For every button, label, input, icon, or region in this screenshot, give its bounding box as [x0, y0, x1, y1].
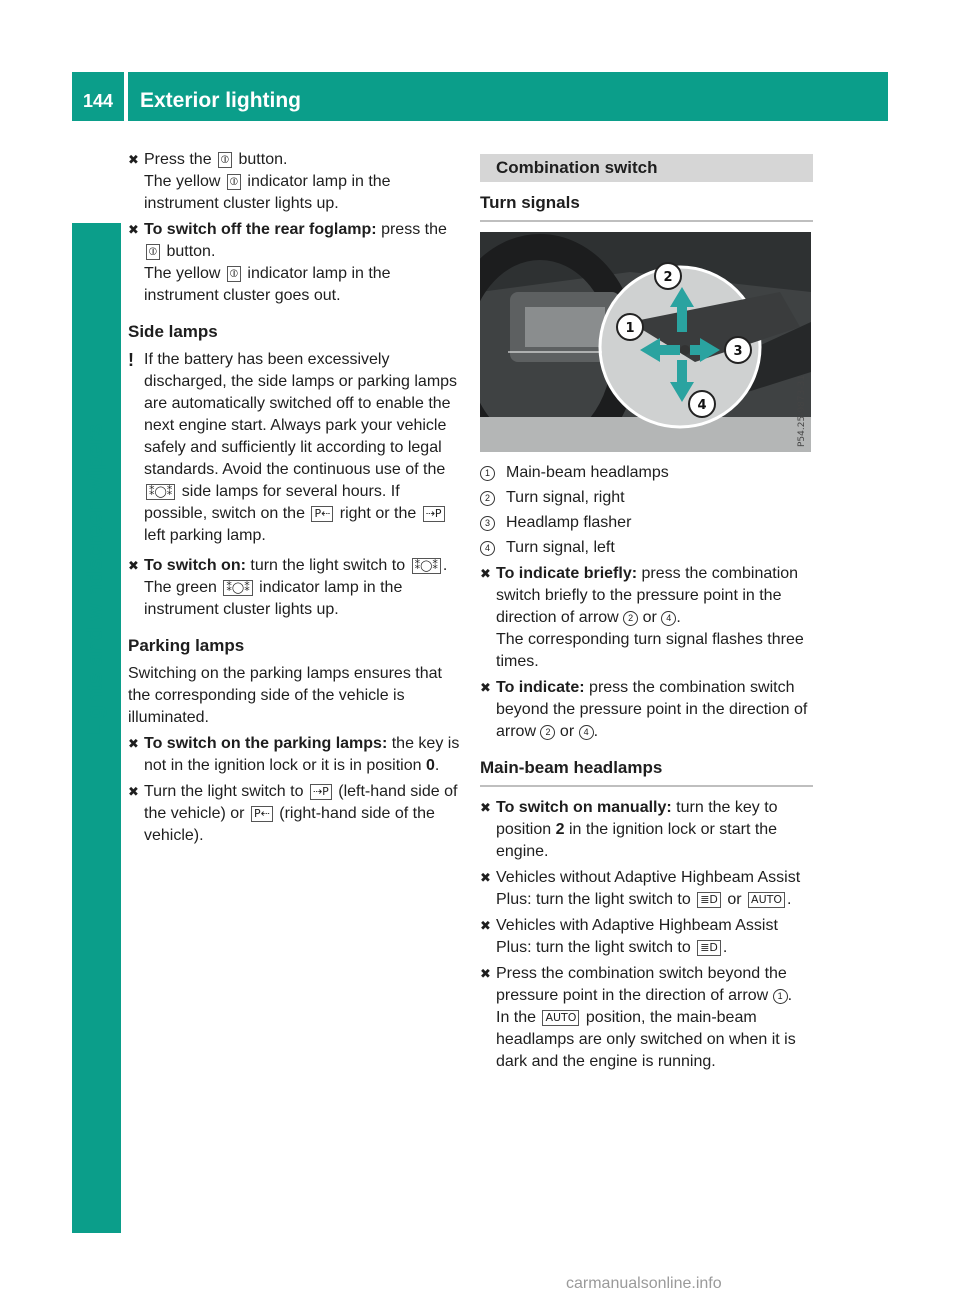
step-with-assist: ✖ Vehicles with Adaptive Highbeam Assist Plus: turn the light switch to ≣D . — [480, 917, 778, 956]
step-text: press the combination switch beyond the pressure point in the direction of arrow — [496, 679, 808, 740]
step-result: indicator lamp in the instrument cluster lights up. — [144, 579, 403, 618]
step-text: or — [559, 723, 575, 740]
step-result: The yellow — [144, 173, 221, 190]
step-indicate-briefly: ✖ To indicate briefly: press the combination switch briefly to the pressure point in the direction of arrow 2 or 4 . The corresponding turn signal flashes three times. — [480, 565, 804, 670]
legend-item — [480, 462, 813, 484]
rear-foglamp-icon: ⦶ — [227, 174, 241, 190]
step-text: Turn the light switch to — [144, 783, 304, 800]
step-text: the key is not in the ignition lock or it is in position — [144, 735, 460, 774]
legend-item — [480, 537, 813, 559]
left-column — [128, 149, 461, 851]
step-result: The green — [144, 579, 217, 596]
ignition-position: 0 — [425, 757, 435, 774]
step-result: indicator lamp in the instrument cluster goes out. — [144, 265, 391, 304]
step-text: (left-hand side of the vehicle) or — [144, 783, 458, 822]
step-label: To switch on manually: — [496, 799, 672, 816]
step-text: in the ignition lock or start the engine. — [496, 821, 778, 860]
rear-foglamp-icon: ⦶ — [227, 266, 241, 282]
step-switch-off-foglamp — [128, 219, 461, 307]
callout-3 — [725, 337, 751, 363]
parking-lamps-heading: Parking lamps — [128, 636, 245, 655]
legend-item — [480, 487, 813, 509]
step-marker-icon: ✖ — [128, 222, 139, 237]
step-result: The yellow — [144, 265, 221, 282]
callout-2 — [655, 263, 681, 289]
step-text: turn the key to position — [496, 799, 778, 838]
figure-code: P54.25-9873-31 — [797, 374, 807, 447]
headlamps-icon: ≣D — [697, 940, 721, 956]
callout-label: 3 — [733, 344, 743, 359]
step-marker-icon: ✖ — [480, 966, 491, 981]
header-divider — [124, 72, 128, 121]
headlamps-icon: ≣D — [697, 892, 721, 908]
legend-text: Turn signal, right — [506, 489, 625, 506]
parking-left-icon: ⇢P — [310, 784, 332, 800]
step-text: Vehicles with Adaptive Highbeam Assist Plus: turn the light switch to — [496, 917, 778, 956]
step-text: turn the light switch to — [250, 557, 406, 574]
callout-1 — [617, 314, 643, 340]
step-turn-light-switch — [128, 781, 461, 847]
callout-4 — [689, 391, 715, 417]
arrow-ref: 4 — [661, 611, 676, 626]
legend-item — [480, 512, 813, 534]
combination-switch-figure — [480, 232, 811, 452]
rear-foglamp-icon: ⦶ — [218, 152, 232, 168]
auto-icon: AUTO — [748, 892, 785, 908]
side-lamps-icon: ⁑◯⁑ — [146, 484, 175, 500]
warning-text: left parking lamp. — [144, 527, 266, 544]
step-text: Vehicles without Adaptive Highbeam Assist Plus: turn the light switch to — [496, 869, 801, 908]
step-text: or — [642, 609, 657, 626]
rear-foglamp-icon: ⦶ — [146, 244, 160, 260]
step-without-assist: ✖ Vehicles without Adaptive Highbeam Assist Plus: turn the light switch to ≣D or AUTO . — [480, 869, 801, 908]
step-press-beyond: ✖ Press the combination switch beyond the pressure point in the direction of arrow 1 . In the AUTO position, the main-beam headlamps are only switched on when it is dark and the engine is running. — [480, 965, 796, 1070]
step-text: press the — [381, 221, 447, 238]
warning-text: side lamps for several hours. If possible, switch on the — [144, 483, 400, 522]
parking-right-icon: P⇠ — [251, 806, 273, 822]
page-title: Exterior lighting — [140, 89, 302, 112]
battery-warning — [128, 349, 461, 547]
step-label: To switch on: — [144, 557, 246, 574]
warning-text: If the battery has been excessively discharged, the side lamps or parking lamps are automatically switched off to enable the next engine start. Always park your vehicle safely and sufficiently lit according to legal standards. Avoid the continuous use of the — [144, 351, 458, 478]
step-marker-icon: ✖ — [128, 558, 139, 573]
legend-number: 4 — [480, 541, 495, 556]
step-result: position, the main-beam headlamps are only switched on when it is dark and the engine is running. — [496, 1009, 796, 1070]
warning-text: right or the — [339, 505, 417, 522]
step-marker-icon: ✖ — [480, 918, 491, 933]
step-result: The corresponding turn signal flashes three times. — [496, 631, 804, 670]
step-label: To indicate briefly: — [496, 565, 638, 582]
watermark: carmanualsonline.info — [566, 1275, 722, 1292]
ignition-position: 2 — [555, 821, 565, 838]
arrow-ref: 4 — [579, 725, 594, 740]
step-text: button. — [238, 151, 288, 168]
step-marker-icon: ✖ — [128, 784, 139, 799]
arrow-ref: 2 — [623, 611, 638, 626]
step-label: To switch off the rear foglamp: — [144, 221, 377, 238]
arrow-ref: 1 — [773, 989, 788, 1004]
legend-text: Headlamp flasher — [506, 514, 632, 531]
step-text: Press the combination switch beyond the pressure point in the direction of arrow — [496, 965, 787, 1004]
callout-label: 2 — [663, 270, 673, 285]
side-lamps-icon: ⁑◯⁑ — [223, 580, 252, 596]
legend-text: Turn signal, left — [506, 539, 615, 556]
parking-right-icon: P⇠ — [311, 506, 333, 522]
step-switch-on-manually — [480, 797, 813, 863]
main-beam-heading: Main-beam headlamps — [480, 757, 813, 787]
parking-intro: Switching on the parking lamps ensures that the corresponding side of the vehicle is illuminated. — [128, 665, 442, 726]
step-marker-icon: ✖ — [480, 566, 491, 581]
step-indicate: ✖ To indicate: press the combination switch beyond the pressure point in the direction of arrow 2 or 4 . — [480, 679, 808, 740]
step-text: or — [727, 891, 742, 908]
callout-label: 1 — [625, 321, 635, 336]
legend-number: 2 — [480, 491, 495, 506]
parking-left-icon: ⇢P — [423, 506, 445, 522]
figure-legend — [480, 462, 813, 559]
step-switch-on-side-lamps: ✖ To switch on: turn the light switch to ⁑◯⁑ . The green ⁑◯⁑ indicator lamp in the instrument cluster lights up. — [128, 557, 448, 618]
combination-switch-illustration — [480, 232, 811, 452]
legend-number: 3 — [480, 516, 495, 531]
side-lamps-heading: Side lamps — [128, 322, 218, 341]
callout-label: 4 — [697, 398, 707, 413]
step-text: press the combination switch briefly to the pressure point in the direction of arrow — [496, 565, 799, 626]
step-result: indicator lamp in the instrument cluster lights up. — [144, 173, 391, 212]
step-marker-icon: ✖ — [480, 680, 491, 695]
step-marker-icon: ✖ — [128, 736, 139, 751]
page-number: 144 — [83, 91, 114, 111]
combination-switch-heading: Combination switch — [480, 154, 813, 182]
side-lamps-icon: ⁑◯⁑ — [412, 558, 441, 574]
step-label: To indicate: — [496, 679, 585, 696]
arrow-ref: 2 — [540, 725, 555, 740]
side-tab-label: Lights and windscreen wipers — [82, 423, 107, 738]
step-marker-icon: ✖ — [480, 800, 491, 815]
turn-signals-heading: Turn signals — [480, 192, 813, 222]
step-press-foglamp — [128, 149, 461, 215]
step-text: button. — [166, 243, 216, 260]
right-column — [480, 154, 813, 1077]
step-text: Press the — [144, 151, 212, 168]
step-marker-icon: ✖ — [128, 152, 139, 167]
step-result: In the — [496, 1009, 537, 1026]
legend-text: Main-beam headlamps — [506, 464, 669, 481]
warning-icon: ! — [128, 350, 134, 370]
auto-icon: AUTO — [542, 1010, 579, 1026]
step-marker-icon: ✖ — [480, 870, 491, 885]
legend-number: 1 — [480, 466, 495, 481]
step-label: To switch on the parking lamps: — [144, 735, 388, 752]
step-text: (right-hand side of the vehicle). — [144, 805, 435, 844]
step-parking-lamps: ✖ To switch on the parking lamps: the key is not in the ignition lock or it is in position 0. — [128, 735, 460, 774]
